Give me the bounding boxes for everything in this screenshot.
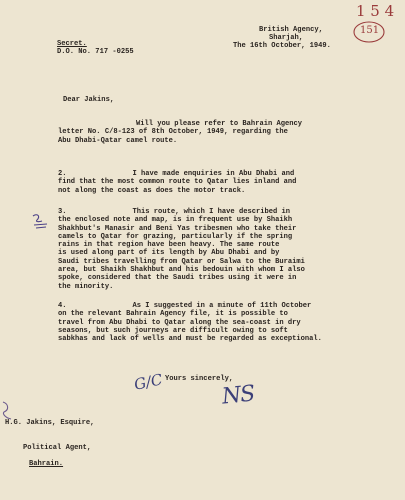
closing: Yours sincerely, (165, 375, 234, 383)
signature: NS (220, 381, 256, 410)
recipient-name: H.G. Jakins, Esquire, (5, 419, 95, 427)
recipient-title: Political Agent, (23, 444, 92, 452)
paragraph-line: letter No. C/8-123 of 8th October, 1949, regarding the (58, 128, 288, 137)
letter-date: The 16th October, 1949. (233, 42, 331, 50)
paragraph-line: Shakhbut's Manasir and Beni Yas tribesmen who take their (58, 224, 297, 233)
paragraph-line: on the relevant Bahrain Agency file, it is possible to (58, 310, 288, 319)
paragraph-line: 4. As I suggested in a minute of 11th October (58, 302, 312, 310)
paragraph-line: Saudi tribes travelling from Qatar or Salwa to the Buraimi (58, 257, 305, 266)
paragraph-line: find that the most common route to Qatar lies inland and (58, 178, 297, 187)
paragraph-number: 2. (58, 170, 67, 178)
paragraph-line: Will you please refer to Bahrain Agency (136, 120, 303, 128)
paragraph-line: the minority. (58, 282, 114, 291)
margin-annotation-mark (30, 212, 52, 230)
folio-circled-number: 151 (360, 25, 380, 36)
paragraph-line: spoke, considered that the Saudi tribes using it were in (58, 274, 297, 283)
paragraph-line: the enclosed note and map, is in frequent use by Shaikh (58, 216, 293, 225)
paragraph-line: camels to Qatar for grazing, particularly if the spring (58, 232, 293, 241)
paragraph-line: Abu Dhabi-Qatar camel route. (58, 136, 178, 145)
paragraph-line: is used along part of its length by Abu Dhabi and by (58, 249, 280, 258)
sender-place: Sharjah, (269, 34, 304, 42)
paragraph-number: 4. (58, 302, 67, 310)
paragraph-line: not along the coast as does the motor track. (58, 186, 246, 195)
handwritten-initials: G/C (132, 370, 165, 394)
paragraph-line: rains in that region have been heavy. The same route (58, 241, 280, 250)
paragraph-line: sabkhas and lack of wells and must be regarded as exceptional. (58, 335, 322, 344)
paragraph-line: 2. I have made enquiries in Abu Dhabi and (58, 170, 295, 178)
paragraph-line: 3. This route, which I have described in (58, 208, 291, 216)
paragraph-2 (58, 170, 296, 195)
salutation: Dear Jakins, (63, 96, 115, 104)
recipient-place: Bahrain. (29, 460, 64, 468)
reference-number: D.O. No. 717 -0255 (57, 48, 134, 56)
sender-name: British Agency, (259, 26, 323, 34)
classification: Secret. (57, 40, 87, 48)
paragraph-4 (58, 302, 322, 343)
paragraph-3 (58, 208, 305, 291)
paragraph-line: travel from Abu Dhabi to Qatar along the sea-coast in dry (58, 318, 301, 327)
paragraph-1 (58, 120, 302, 145)
paragraph-line: area, but Shaikh Shakhbut and his bedouin with whom I also (58, 266, 305, 275)
folio-number: 1 5 4 (356, 2, 395, 20)
paragraph-number: 3. (58, 208, 67, 216)
paragraph-line: seasons, but such journeys are difficult owing to soft (58, 326, 288, 335)
